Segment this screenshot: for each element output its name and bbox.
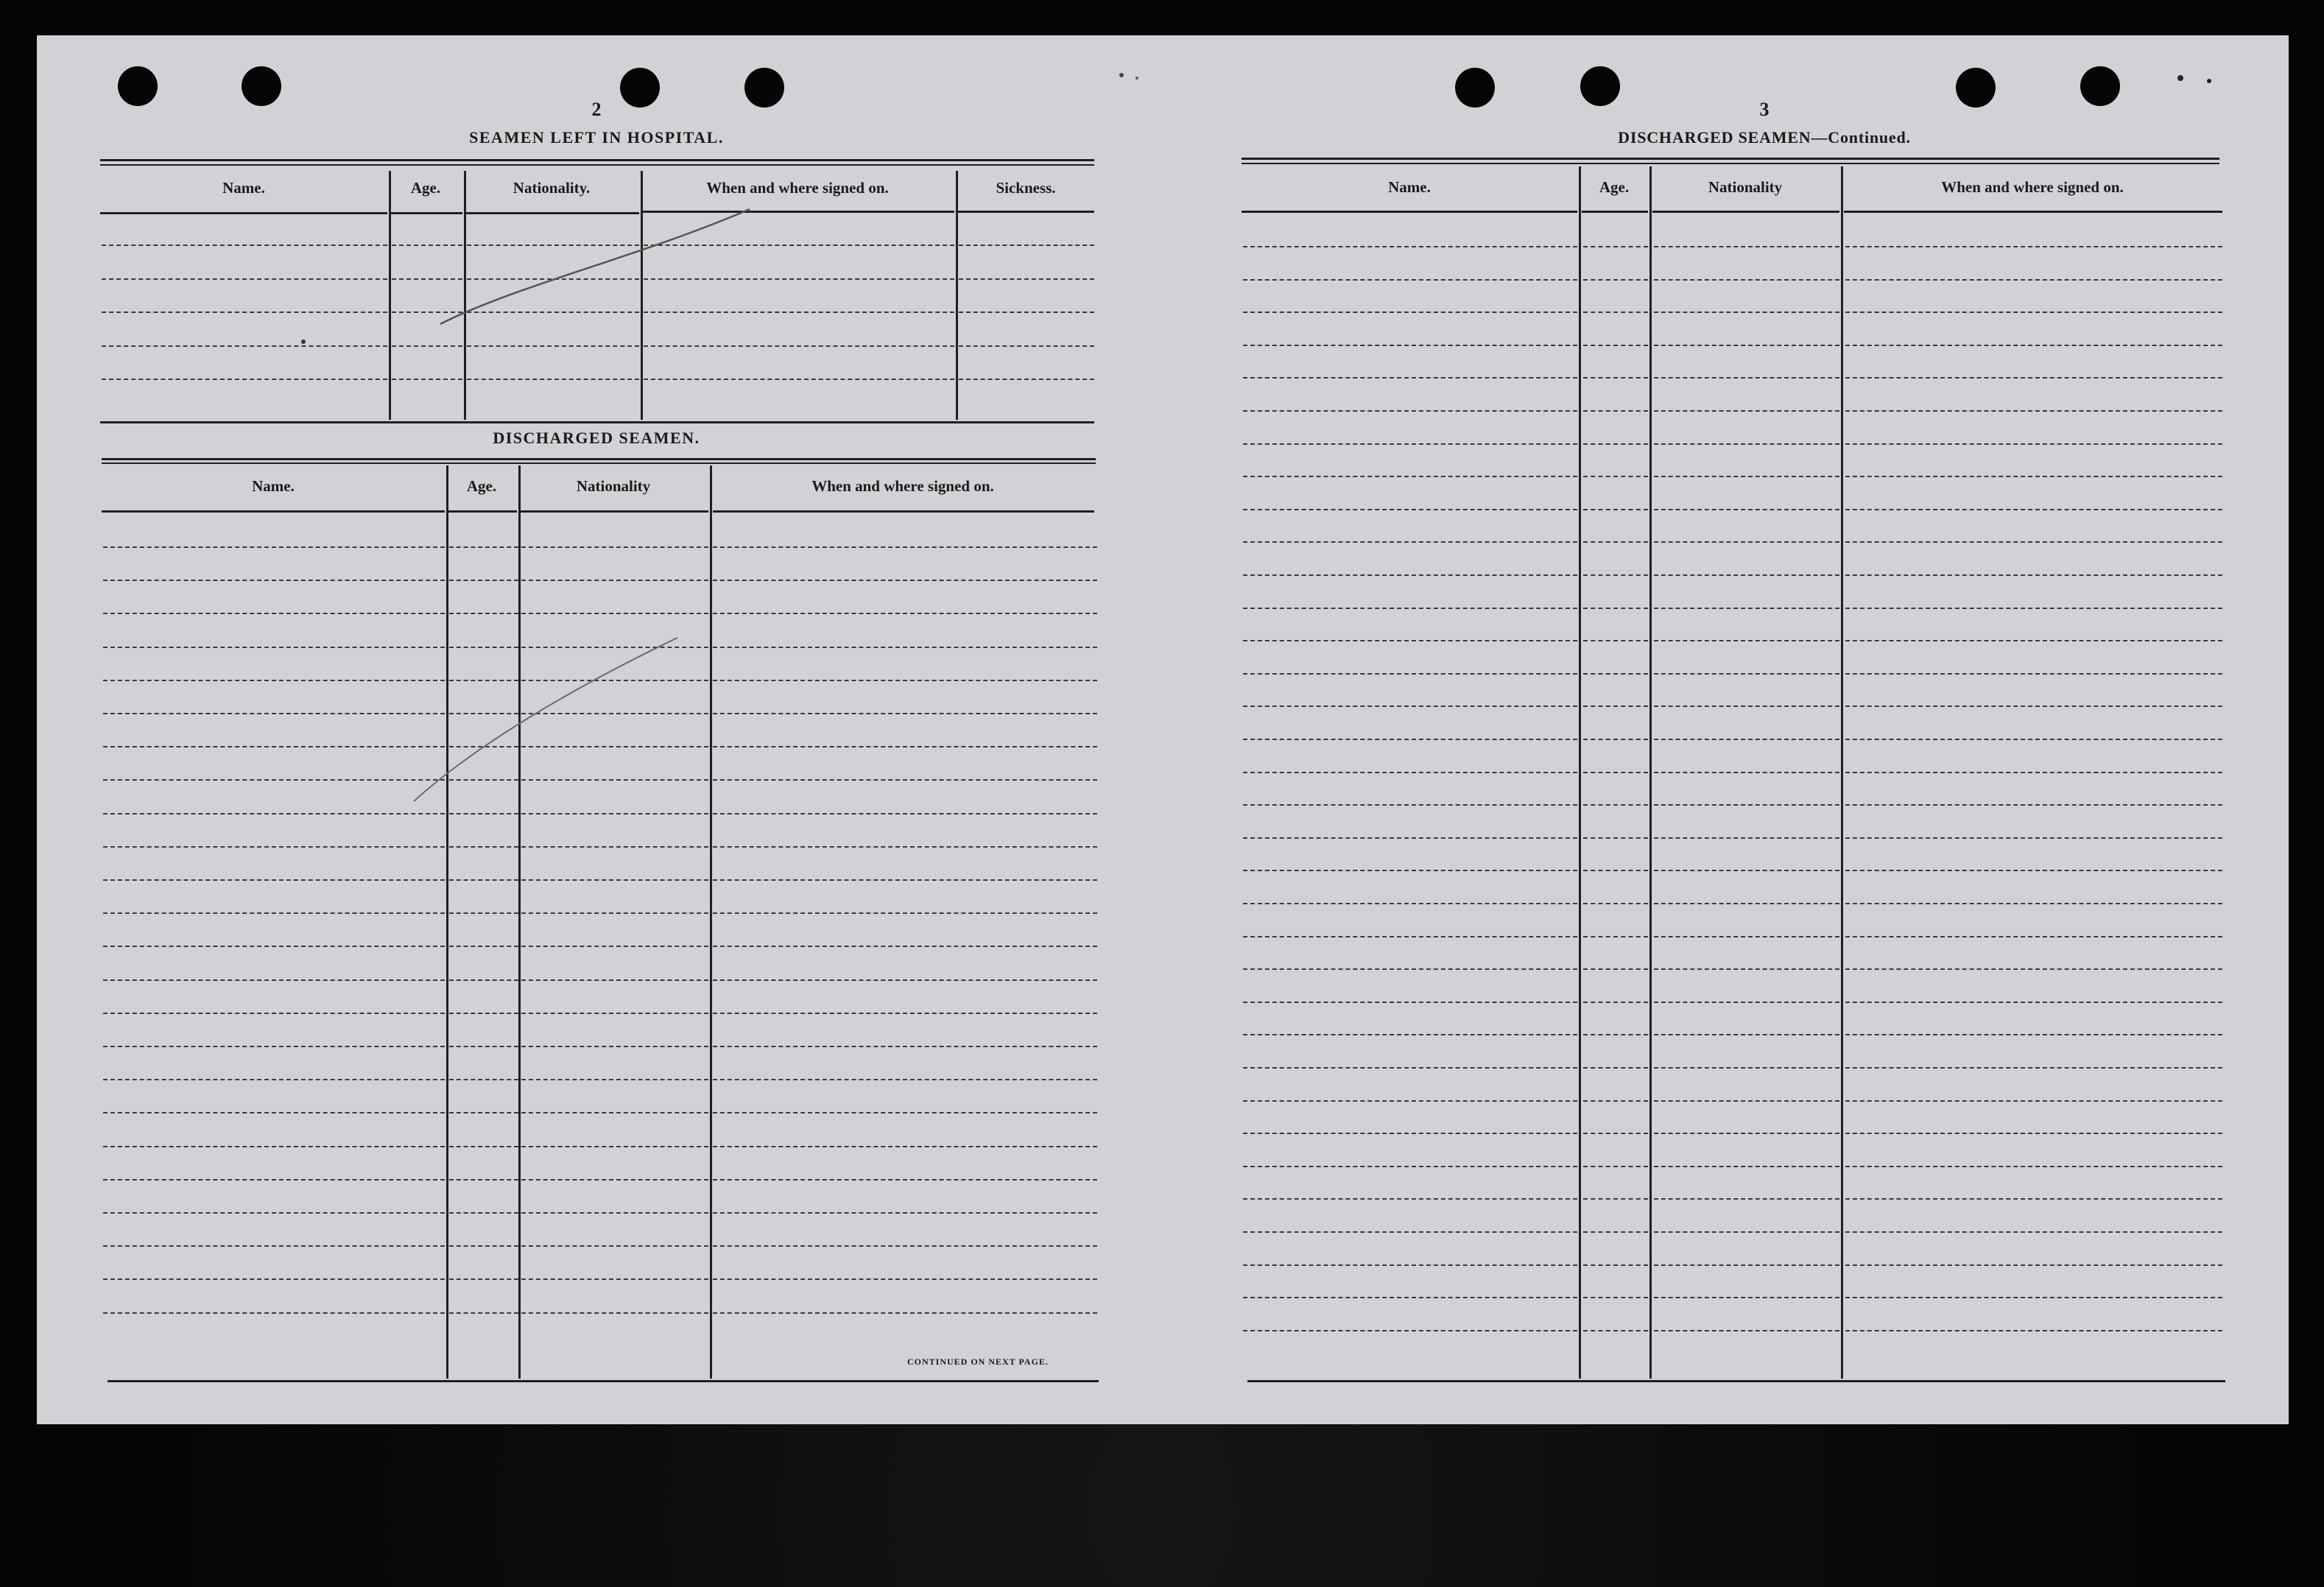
pencil-stroke [414, 638, 677, 801]
ink-speck [2177, 75, 2183, 81]
col-header-signed-on: When and where signed on. [811, 477, 994, 495]
col-header-nationality: Nationality. [513, 179, 591, 197]
page-number: 3 [1759, 99, 1770, 120]
col-header-sickness: Sickness. [996, 179, 1056, 197]
col-header-signed-on: When and where signed on. [706, 179, 889, 197]
form-sheet [37, 35, 2289, 1424]
hospital-section-title: SEAMEN LEFT IN HOSPITAL. [469, 128, 724, 147]
ink-speck [1119, 73, 1124, 77]
col-header-nationality: Nationality [1708, 178, 1783, 196]
col-header-name: Name. [222, 179, 265, 197]
col-header-age: Age. [1599, 178, 1630, 196]
col-header-name: Name. [252, 477, 295, 495]
pencil-marks [37, 35, 2289, 1424]
ink-speck [301, 339, 306, 344]
col-header-age: Age. [466, 477, 497, 495]
col-header-signed-on: When and where signed on. [1941, 178, 2124, 196]
col-header-age: Age. [410, 179, 441, 197]
discharged-section-title: DISCHARGED SEAMEN. [493, 429, 700, 447]
ink-speck [2207, 79, 2211, 83]
pencil-stroke [440, 209, 750, 324]
col-header-nationality: Nationality [576, 477, 651, 495]
discharged-continued-title: DISCHARGED SEAMEN—Continued. [1618, 128, 1911, 147]
col-header-name: Name. [1388, 178, 1431, 196]
page-number: 2 [591, 99, 602, 120]
ink-speck [1135, 77, 1138, 80]
continued-footer: CONTINUED ON NEXT PAGE. [907, 1356, 1049, 1367]
